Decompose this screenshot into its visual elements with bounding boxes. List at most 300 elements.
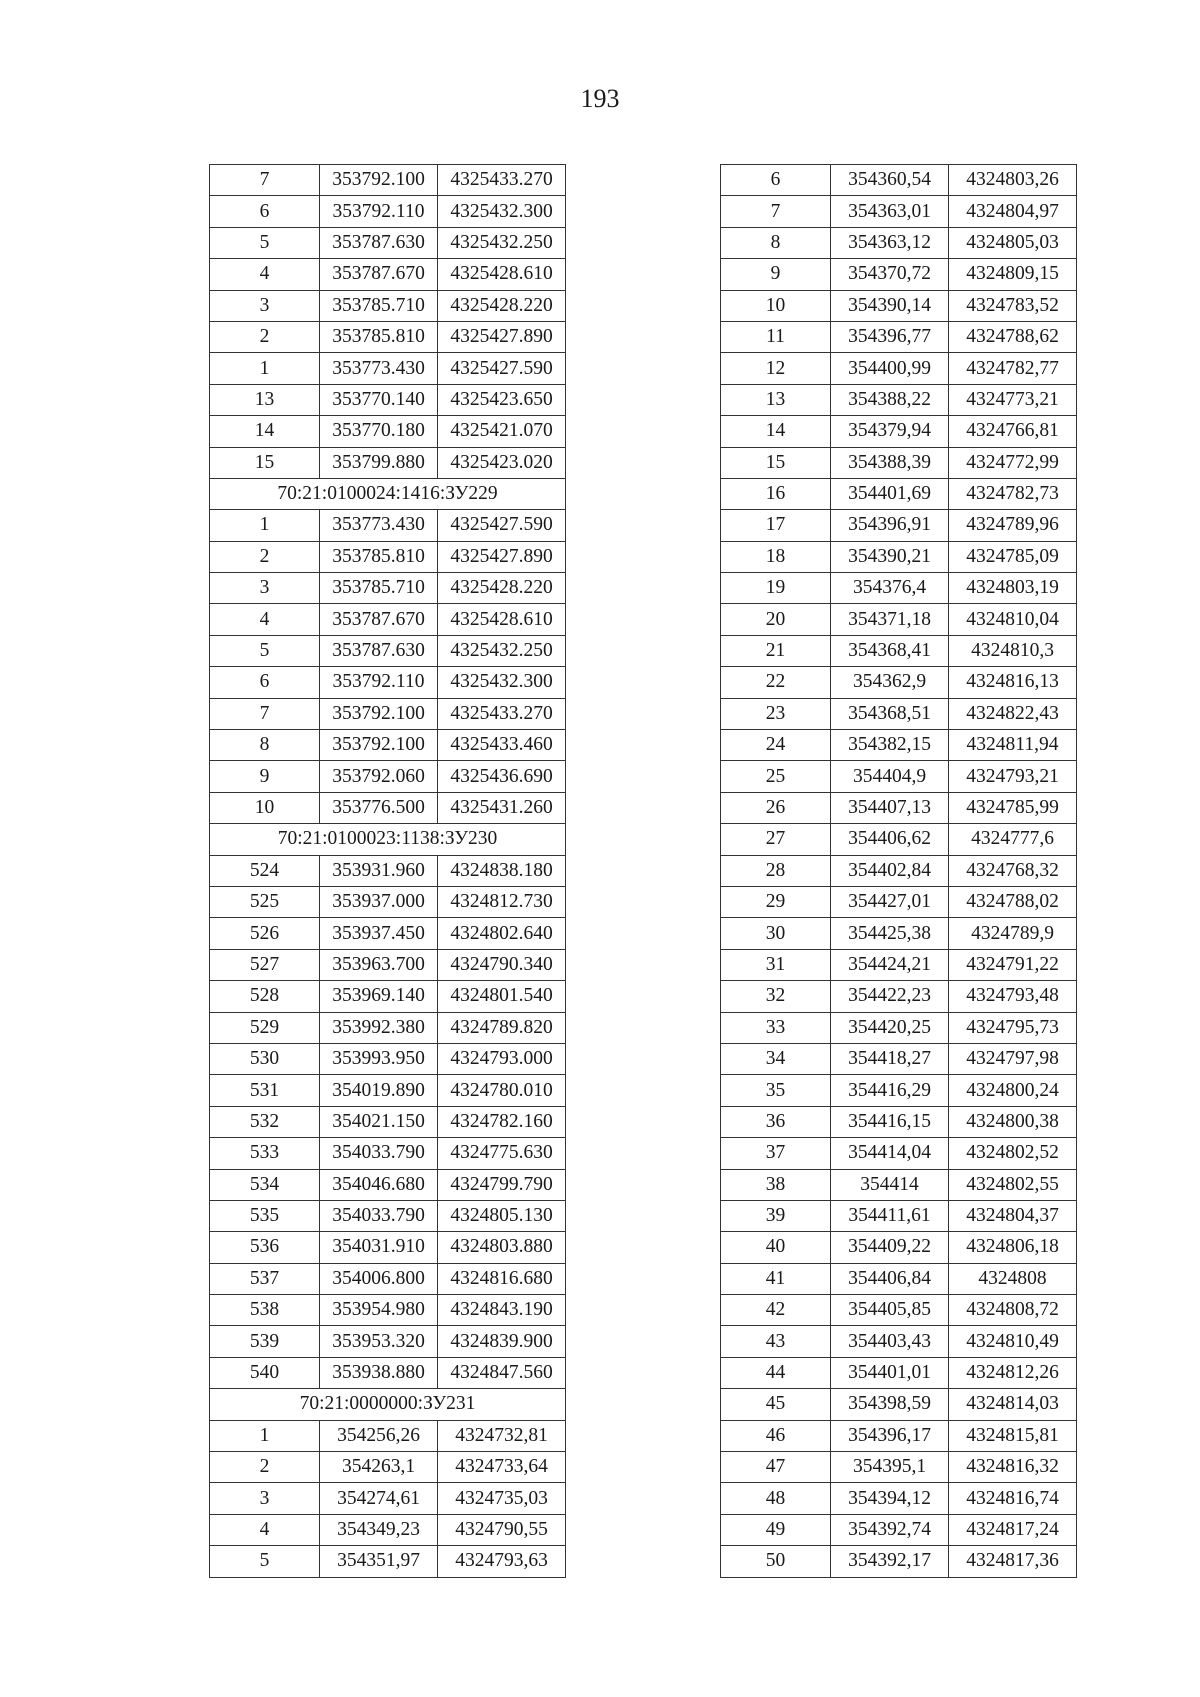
point-number-cell: 20 — [721, 604, 831, 635]
y-coordinate-cell: 4325432.300 — [438, 196, 566, 227]
x-coordinate-cell: 354362,9 — [831, 667, 949, 698]
point-number-cell: 533 — [210, 1138, 320, 1169]
x-coordinate-cell: 353792.110 — [320, 667, 438, 698]
y-coordinate-cell: 4324810,49 — [949, 1326, 1077, 1357]
point-number-cell: 6 — [721, 165, 831, 196]
point-number-cell: 7 — [210, 698, 320, 729]
y-coordinate-cell: 4324817,24 — [949, 1514, 1077, 1545]
y-coordinate-cell: 4324816,74 — [949, 1483, 1077, 1514]
point-number-cell: 15 — [210, 447, 320, 478]
x-coordinate-cell: 354414,04 — [831, 1138, 949, 1169]
coordinates-table-right — [720, 164, 1077, 1578]
table-row — [721, 541, 1077, 572]
y-coordinate-cell: 4324783,52 — [949, 290, 1077, 321]
table-row — [210, 1232, 566, 1263]
table-row — [721, 196, 1077, 227]
y-coordinate-cell: 4325427.890 — [438, 541, 566, 572]
y-coordinate-cell: 4324816.680 — [438, 1263, 566, 1294]
point-number-cell: 4 — [210, 1514, 320, 1545]
point-number-cell: 9 — [210, 761, 320, 792]
x-coordinate-cell: 354403,43 — [831, 1326, 949, 1357]
table-row — [210, 1483, 566, 1514]
point-number-cell: 47 — [721, 1452, 831, 1483]
y-coordinate-cell: 4324733,64 — [438, 1452, 566, 1483]
x-coordinate-cell: 354392,17 — [831, 1546, 949, 1577]
point-number-cell: 45 — [721, 1389, 831, 1420]
x-coordinate-cell: 354363,01 — [831, 196, 949, 227]
table-row — [210, 1295, 566, 1326]
y-coordinate-cell: 4324802.640 — [438, 918, 566, 949]
x-coordinate-cell: 354422,23 — [831, 981, 949, 1012]
y-coordinate-cell: 4325433.270 — [438, 698, 566, 729]
point-number-cell: 18 — [721, 541, 831, 572]
point-number-cell: 540 — [210, 1357, 320, 1388]
x-coordinate-cell: 353792.100 — [320, 165, 438, 196]
x-coordinate-cell: 354370,72 — [831, 259, 949, 290]
y-coordinate-cell: 4324789,9 — [949, 918, 1077, 949]
x-coordinate-cell: 354406,62 — [831, 824, 949, 855]
x-coordinate-cell: 353770.180 — [320, 416, 438, 447]
table-row — [210, 949, 566, 980]
x-coordinate-cell: 354390,21 — [831, 541, 949, 572]
table-row — [210, 1200, 566, 1231]
table-row — [721, 1389, 1077, 1420]
y-coordinate-cell: 4325427.590 — [438, 510, 566, 541]
x-coordinate-cell: 354031.910 — [320, 1232, 438, 1263]
y-coordinate-cell: 4325427.890 — [438, 321, 566, 352]
y-coordinate-cell: 4324773,21 — [949, 384, 1077, 415]
y-coordinate-cell: 4324791,22 — [949, 949, 1077, 980]
table-row — [210, 416, 566, 447]
x-coordinate-cell: 354033.790 — [320, 1200, 438, 1231]
x-coordinate-cell: 354363,12 — [831, 227, 949, 258]
point-number-cell: 15 — [721, 447, 831, 478]
y-coordinate-cell: 4324789,96 — [949, 510, 1077, 541]
table-row — [721, 855, 1077, 886]
y-coordinate-cell: 4324805.130 — [438, 1200, 566, 1231]
point-number-cell: 4 — [210, 604, 320, 635]
point-number-cell: 7 — [721, 196, 831, 227]
point-number-cell: 5 — [210, 227, 320, 258]
y-coordinate-cell: 4324802,55 — [949, 1169, 1077, 1200]
table-row — [210, 792, 566, 823]
x-coordinate-cell: 354360,54 — [831, 165, 949, 196]
point-number-cell: 13 — [210, 384, 320, 415]
point-number-cell: 24 — [721, 730, 831, 761]
y-coordinate-cell: 4324800,24 — [949, 1075, 1077, 1106]
point-number-cell: 32 — [721, 981, 831, 1012]
table-row — [210, 1043, 566, 1074]
point-number-cell: 50 — [721, 1546, 831, 1577]
point-number-cell: 531 — [210, 1075, 320, 1106]
y-coordinate-cell: 4324806,18 — [949, 1232, 1077, 1263]
point-number-cell: 16 — [721, 478, 831, 509]
table-row — [721, 1232, 1077, 1263]
x-coordinate-cell: 354407,13 — [831, 792, 949, 823]
x-coordinate-cell: 353792.110 — [320, 196, 438, 227]
table-row — [210, 353, 566, 384]
y-coordinate-cell: 4324799.790 — [438, 1169, 566, 1200]
table-row — [721, 1357, 1077, 1388]
table-row — [210, 165, 566, 196]
y-coordinate-cell: 4325432.300 — [438, 667, 566, 698]
x-coordinate-cell: 353792.060 — [320, 761, 438, 792]
point-number-cell: 21 — [721, 635, 831, 666]
parcel-cadastral-number: 70:21:0000000:ЗУ231 — [210, 1389, 566, 1420]
y-coordinate-cell: 4324810,04 — [949, 604, 1077, 635]
y-coordinate-cell: 4324788,02 — [949, 886, 1077, 917]
x-coordinate-cell: 354021.150 — [320, 1106, 438, 1137]
y-coordinate-cell: 4324801.540 — [438, 981, 566, 1012]
table-row — [210, 918, 566, 949]
point-number-cell: 27 — [721, 824, 831, 855]
point-number-cell: 5 — [210, 635, 320, 666]
table-row — [721, 321, 1077, 352]
y-coordinate-cell: 4325433.270 — [438, 165, 566, 196]
table-row — [721, 478, 1077, 509]
y-coordinate-cell: 4324775.630 — [438, 1138, 566, 1169]
table-row — [721, 1514, 1077, 1545]
x-coordinate-cell: 353931.960 — [320, 855, 438, 886]
x-coordinate-cell: 353773.430 — [320, 510, 438, 541]
x-coordinate-cell: 353799.880 — [320, 447, 438, 478]
point-number-cell: 29 — [721, 886, 831, 917]
x-coordinate-cell: 353787.630 — [320, 635, 438, 666]
x-coordinate-cell: 354396,77 — [831, 321, 949, 352]
table-row — [721, 1420, 1077, 1451]
table-row — [210, 1514, 566, 1545]
x-coordinate-cell: 353938.880 — [320, 1357, 438, 1388]
y-coordinate-cell: 4325433.460 — [438, 730, 566, 761]
y-coordinate-cell: 4324803.880 — [438, 1232, 566, 1263]
point-number-cell: 536 — [210, 1232, 320, 1263]
y-coordinate-cell: 4324800,38 — [949, 1106, 1077, 1137]
y-coordinate-cell: 4324812.730 — [438, 886, 566, 917]
point-number-cell: 529 — [210, 1012, 320, 1043]
x-coordinate-cell: 354388,39 — [831, 447, 949, 478]
y-coordinate-cell: 4324805,03 — [949, 227, 1077, 258]
y-coordinate-cell: 4324780.010 — [438, 1075, 566, 1106]
y-coordinate-cell: 4324793.000 — [438, 1043, 566, 1074]
point-number-cell: 527 — [210, 949, 320, 980]
y-coordinate-cell: 4325428.610 — [438, 604, 566, 635]
y-coordinate-cell: 4324766,81 — [949, 416, 1077, 447]
x-coordinate-cell: 353785.810 — [320, 541, 438, 572]
x-coordinate-cell: 353992.380 — [320, 1012, 438, 1043]
point-number-cell: 42 — [721, 1295, 831, 1326]
table-row — [210, 1012, 566, 1043]
table-row — [721, 416, 1077, 447]
point-number-cell: 2 — [210, 541, 320, 572]
x-coordinate-cell: 353792.100 — [320, 730, 438, 761]
x-coordinate-cell: 353969.140 — [320, 981, 438, 1012]
y-coordinate-cell: 4324797,98 — [949, 1043, 1077, 1074]
x-coordinate-cell: 353785.710 — [320, 290, 438, 321]
table-row — [210, 1357, 566, 1388]
point-number-cell: 538 — [210, 1295, 320, 1326]
y-coordinate-cell: 4324793,63 — [438, 1546, 566, 1577]
table-row — [721, 1452, 1077, 1483]
point-number-cell: 526 — [210, 918, 320, 949]
table-row — [210, 667, 566, 698]
point-number-cell: 14 — [721, 416, 831, 447]
table-row — [721, 353, 1077, 384]
point-number-cell: 524 — [210, 855, 320, 886]
table-row — [721, 949, 1077, 980]
point-number-cell: 528 — [210, 981, 320, 1012]
point-number-cell: 13 — [721, 384, 831, 415]
y-coordinate-cell: 4324809,15 — [949, 259, 1077, 290]
x-coordinate-cell: 354351,97 — [320, 1546, 438, 1577]
table-row — [721, 290, 1077, 321]
x-coordinate-cell: 354396,91 — [831, 510, 949, 541]
table-row — [721, 1546, 1077, 1577]
x-coordinate-cell: 354402,84 — [831, 855, 949, 886]
y-coordinate-cell: 4324789.820 — [438, 1012, 566, 1043]
point-number-cell: 2 — [210, 1452, 320, 1483]
y-coordinate-cell: 4324812,26 — [949, 1357, 1077, 1388]
y-coordinate-cell: 4324822,43 — [949, 698, 1077, 729]
y-coordinate-cell: 4325428.220 — [438, 573, 566, 604]
y-coordinate-cell: 4325428.220 — [438, 290, 566, 321]
y-coordinate-cell: 4324811,94 — [949, 730, 1077, 761]
point-number-cell: 22 — [721, 667, 831, 698]
y-coordinate-cell: 4324815,81 — [949, 1420, 1077, 1451]
x-coordinate-cell: 354046.680 — [320, 1169, 438, 1200]
x-coordinate-cell: 353785.810 — [320, 321, 438, 352]
table-row — [721, 1106, 1077, 1137]
x-coordinate-cell: 353787.670 — [320, 604, 438, 635]
point-number-cell: 532 — [210, 1106, 320, 1137]
table-row — [721, 1326, 1077, 1357]
x-coordinate-cell: 354405,85 — [831, 1295, 949, 1326]
parcel-cadastral-number: 70:21:0100023:1138:ЗУ230 — [210, 824, 566, 855]
table-row — [210, 1263, 566, 1294]
point-number-cell: 1 — [210, 510, 320, 541]
y-coordinate-cell: 4324793,21 — [949, 761, 1077, 792]
table-row — [210, 1546, 566, 1577]
x-coordinate-cell: 354401,01 — [831, 1357, 949, 1388]
x-coordinate-cell: 354388,22 — [831, 384, 949, 415]
table-row — [721, 667, 1077, 698]
point-number-cell: 14 — [210, 416, 320, 447]
point-number-cell: 41 — [721, 1263, 831, 1294]
table-row — [721, 165, 1077, 196]
x-coordinate-cell: 354019.890 — [320, 1075, 438, 1106]
point-number-cell: 10 — [210, 792, 320, 823]
point-number-cell: 49 — [721, 1514, 831, 1545]
y-coordinate-cell: 4324793,48 — [949, 981, 1077, 1012]
point-number-cell: 43 — [721, 1326, 831, 1357]
table-row — [721, 1012, 1077, 1043]
point-number-cell: 3 — [210, 573, 320, 604]
table-row — [210, 384, 566, 415]
point-number-cell: 17 — [721, 510, 831, 541]
parcel-header-row — [210, 824, 566, 855]
point-number-cell: 5 — [210, 1546, 320, 1577]
point-number-cell: 535 — [210, 1200, 320, 1231]
x-coordinate-cell: 354396,17 — [831, 1420, 949, 1451]
y-coordinate-cell: 4324816,32 — [949, 1452, 1077, 1483]
table-row — [210, 730, 566, 761]
x-coordinate-cell: 354006.800 — [320, 1263, 438, 1294]
x-coordinate-cell: 354409,22 — [831, 1232, 949, 1263]
point-number-cell: 26 — [721, 792, 831, 823]
x-coordinate-cell: 354406,84 — [831, 1263, 949, 1294]
x-coordinate-cell: 354256,26 — [320, 1420, 438, 1451]
x-coordinate-cell: 353787.630 — [320, 227, 438, 258]
x-coordinate-cell: 354420,25 — [831, 1012, 949, 1043]
table-row — [210, 1420, 566, 1451]
point-number-cell: 39 — [721, 1200, 831, 1231]
table-row — [210, 1452, 566, 1483]
point-number-cell: 11 — [721, 321, 831, 352]
table-row — [210, 259, 566, 290]
table-row — [721, 384, 1077, 415]
y-coordinate-cell: 4324732,81 — [438, 1420, 566, 1451]
table-row — [721, 227, 1077, 258]
table-row — [210, 1326, 566, 1357]
y-coordinate-cell: 4324790.340 — [438, 949, 566, 980]
x-coordinate-cell: 353993.950 — [320, 1043, 438, 1074]
point-number-cell: 23 — [721, 698, 831, 729]
x-coordinate-cell: 353937.000 — [320, 886, 438, 917]
table-row — [721, 1295, 1077, 1326]
point-number-cell: 34 — [721, 1043, 831, 1074]
point-number-cell: 10 — [721, 290, 831, 321]
y-coordinate-cell: 4324804,37 — [949, 1200, 1077, 1231]
y-coordinate-cell: 4324814,03 — [949, 1389, 1077, 1420]
point-number-cell: 7 — [210, 165, 320, 196]
y-coordinate-cell: 4324839.900 — [438, 1326, 566, 1357]
y-coordinate-cell: 4324803,19 — [949, 573, 1077, 604]
table-row — [210, 604, 566, 635]
table-row — [721, 1075, 1077, 1106]
table-row — [721, 981, 1077, 1012]
x-coordinate-cell: 354411,61 — [831, 1200, 949, 1231]
table-row — [721, 1169, 1077, 1200]
point-number-cell: 48 — [721, 1483, 831, 1514]
point-number-cell: 6 — [210, 667, 320, 698]
y-coordinate-cell: 4324838.180 — [438, 855, 566, 886]
y-coordinate-cell: 4324802,52 — [949, 1138, 1077, 1169]
x-coordinate-cell: 354395,1 — [831, 1452, 949, 1483]
x-coordinate-cell: 353773.430 — [320, 353, 438, 384]
x-coordinate-cell: 354390,14 — [831, 290, 949, 321]
parcel-cadastral-number: 70:21:0100024:1416:ЗУ229 — [210, 478, 566, 509]
table-row — [721, 698, 1077, 729]
table-row — [210, 290, 566, 321]
y-coordinate-cell: 4324790,55 — [438, 1514, 566, 1545]
point-number-cell: 19 — [721, 573, 831, 604]
table-row — [210, 1075, 566, 1106]
table-row — [721, 447, 1077, 478]
coordinates-table-left — [209, 164, 566, 1578]
table-row — [210, 635, 566, 666]
point-number-cell: 8 — [210, 730, 320, 761]
point-number-cell: 30 — [721, 918, 831, 949]
table-row — [210, 196, 566, 227]
point-number-cell: 35 — [721, 1075, 831, 1106]
table-row — [721, 824, 1077, 855]
x-coordinate-cell: 353785.710 — [320, 573, 438, 604]
point-number-cell: 3 — [210, 290, 320, 321]
table-row — [721, 792, 1077, 823]
table-row — [210, 761, 566, 792]
x-coordinate-cell: 353937.450 — [320, 918, 438, 949]
table-row — [721, 761, 1077, 792]
y-coordinate-cell: 4325432.250 — [438, 635, 566, 666]
table-row — [721, 510, 1077, 541]
point-number-cell: 31 — [721, 949, 831, 980]
y-coordinate-cell: 4324804,97 — [949, 196, 1077, 227]
x-coordinate-cell: 354371,18 — [831, 604, 949, 635]
table-row — [721, 1138, 1077, 1169]
table-row — [210, 1169, 566, 1200]
y-coordinate-cell: 4325428.610 — [438, 259, 566, 290]
y-coordinate-cell: 4324843.190 — [438, 1295, 566, 1326]
table-row — [210, 698, 566, 729]
x-coordinate-cell: 354392,74 — [831, 1514, 949, 1545]
table-row — [721, 635, 1077, 666]
x-coordinate-cell: 354263,1 — [320, 1452, 438, 1483]
point-number-cell: 1 — [210, 1420, 320, 1451]
y-coordinate-cell: 4324788,62 — [949, 321, 1077, 352]
y-coordinate-cell: 4324795,73 — [949, 1012, 1077, 1043]
table-row — [721, 886, 1077, 917]
point-number-cell: 33 — [721, 1012, 831, 1043]
y-coordinate-cell: 4324808 — [949, 1263, 1077, 1294]
x-coordinate-cell: 354401,69 — [831, 478, 949, 509]
x-coordinate-cell: 354379,94 — [831, 416, 949, 447]
parcel-header-row — [210, 1389, 566, 1420]
y-coordinate-cell: 4324847.560 — [438, 1357, 566, 1388]
x-coordinate-cell: 353954.980 — [320, 1295, 438, 1326]
table-row — [210, 227, 566, 258]
table-row — [721, 1043, 1077, 1074]
table-row — [210, 886, 566, 917]
y-coordinate-cell: 4324782.160 — [438, 1106, 566, 1137]
x-coordinate-cell: 353770.140 — [320, 384, 438, 415]
table-row — [721, 1200, 1077, 1231]
x-coordinate-cell: 354274,61 — [320, 1483, 438, 1514]
x-coordinate-cell: 354404,9 — [831, 761, 949, 792]
y-coordinate-cell: 4325432.250 — [438, 227, 566, 258]
y-coordinate-cell: 4325427.590 — [438, 353, 566, 384]
point-number-cell: 44 — [721, 1357, 831, 1388]
point-number-cell: 539 — [210, 1326, 320, 1357]
point-number-cell: 525 — [210, 886, 320, 917]
x-coordinate-cell: 354400,99 — [831, 353, 949, 384]
x-coordinate-cell: 353953.320 — [320, 1326, 438, 1357]
x-coordinate-cell: 353792.100 — [320, 698, 438, 729]
x-coordinate-cell: 354033.790 — [320, 1138, 438, 1169]
table-row — [210, 510, 566, 541]
x-coordinate-cell: 353963.700 — [320, 949, 438, 980]
y-coordinate-cell: 4324772,99 — [949, 447, 1077, 478]
table-row — [210, 1138, 566, 1169]
point-number-cell: 530 — [210, 1043, 320, 1074]
y-coordinate-cell: 4324808,72 — [949, 1295, 1077, 1326]
y-coordinate-cell: 4324782,77 — [949, 353, 1077, 384]
y-coordinate-cell: 4324735,03 — [438, 1483, 566, 1514]
x-coordinate-cell: 354368,51 — [831, 698, 949, 729]
point-number-cell: 4 — [210, 259, 320, 290]
y-coordinate-cell: 4325423.020 — [438, 447, 566, 478]
x-coordinate-cell: 354414 — [831, 1169, 949, 1200]
x-coordinate-cell: 354398,59 — [831, 1389, 949, 1420]
parcel-header-row — [210, 478, 566, 509]
